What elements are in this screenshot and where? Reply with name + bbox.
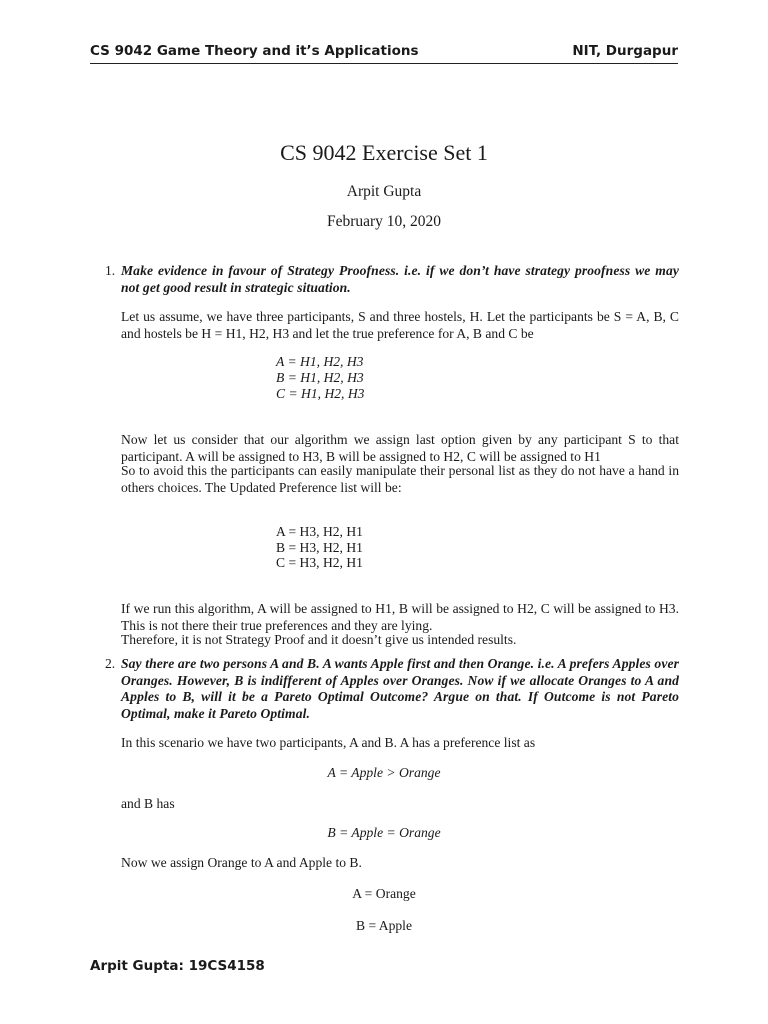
q1-para-manipulate: So to avoid this the participants can easily manipulate their personal list as they do not have a hand in others choices. The Updated Preference list will be: <box>121 463 679 495</box>
q2-para-intro: In this scenario we have two participants, A and B. A has a preference list as <box>121 735 536 750</box>
q1-pref-a: A = H1, H2, H3 <box>276 354 364 369</box>
q2-question: Say there are two persons A and B. A wants Apple first and then Orange. i.e. A prefers Apples over Oranges. However, B is indifferent of Apples over Oranges. Now if we allocate Oranges to A and Apples to B, will it be a Pareto Optimal Outcome? Argue on that. If Outcome is not Pareto Optimal, make it Pareto Optimal. <box>121 656 679 721</box>
q1-para-conclusion: Therefore, it is not Strategy Proof and it doesn’t give us intended results. <box>121 632 517 647</box>
q1-para-result: If we run this algorithm, A will be assigned to H1, B will be assigned to H2, C will be assigned to H3. This is not there their true preferences and they are lying. <box>121 601 679 633</box>
q2-assign-b: B = Apple <box>355 918 412 933</box>
q2-para-assign: Now we assign Orange to A and Apple to B. <box>121 855 362 870</box>
q1-para-algorithm: Now let us consider that our algorithm we assign last option given by any participant S to that participant. A will be assigned to H3, B will be assigned to H2, C will be assigned to H1 <box>121 432 679 464</box>
q1-updated-b: B = H3, H2, H1 <box>276 540 363 555</box>
q2-eq-b: B = Apple = Orange <box>327 825 441 840</box>
document-author: Arpit Gupta <box>346 183 422 200</box>
q1-updated-a: A = H3, H2, H1 <box>276 524 363 539</box>
q1-pref-b: B = H1, H2, H3 <box>276 370 364 385</box>
q2-eq-a: A = Apple > Orange <box>327 765 441 780</box>
document-title: CS 9042 Exercise Set 1 <box>280 140 488 165</box>
q1-para-setup: Let us assume, we have three participants, S and three hostels, H. Let the participants be S = A, B, C and hostels be H = H1, H2, H3 and let the true preference for A, B and C be <box>121 309 679 341</box>
q2-para-b: and B has <box>121 796 175 811</box>
q2-assign-a: A = Orange <box>352 886 416 901</box>
document-date: February 10, 2020 <box>326 213 442 230</box>
q1-question: Make evidence in favour of Strategy Proofness. i.e. if we don’t have strategy proofness we may not get good result in strategic situation. <box>121 263 679 295</box>
header-institute: NIT, Durgapur <box>572 43 678 59</box>
q1-updated-c: C = H3, H2, H1 <box>276 555 363 570</box>
page-header <box>90 41 678 64</box>
q1-pref-c: C = H1, H2, H3 <box>276 386 365 401</box>
page-footer: Arpit Gupta: 19CS4158 <box>90 958 265 974</box>
q1-number: 1. <box>105 263 116 278</box>
header-course: CS 9042 Game Theory and it’s Applications <box>90 43 419 59</box>
q2-number: 2. <box>105 656 116 671</box>
